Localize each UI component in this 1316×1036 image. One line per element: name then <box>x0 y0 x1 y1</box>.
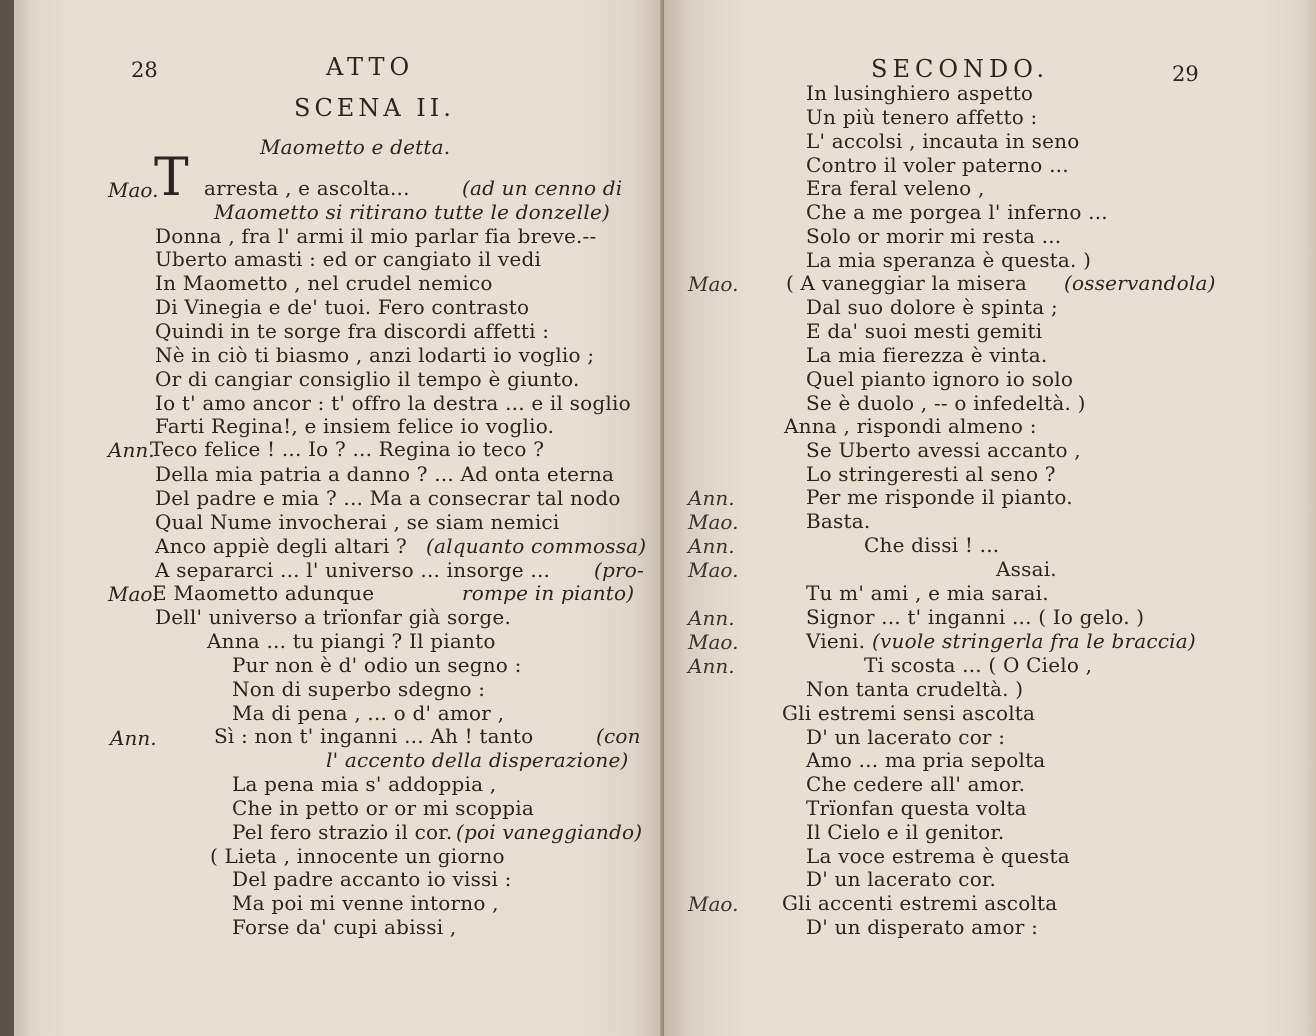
speaker-label: Mao. <box>688 510 739 534</box>
verse-line: Se Uberto avessi accanto , <box>806 438 1081 462</box>
verse-line: Qual Nume invocherai , se siam nemici <box>155 510 560 534</box>
verse-line: ( Lieta , innocente un giorno <box>210 844 505 868</box>
verse-line: Teco felice ! ... Io ? ... Regina io teco ? <box>150 437 545 461</box>
stage-direction: l' accento della disperazione) <box>326 748 629 772</box>
verse-line: La pena mia s' addoppia , <box>232 772 497 796</box>
verse-line: Basta. <box>806 509 871 533</box>
verse-line: Non di superbo sdegno : <box>232 677 486 701</box>
verse-line: Vieni. <box>806 629 866 653</box>
verse-line: Gli estremi sensi ascolta <box>782 701 1036 725</box>
verse-line: Ma di pena , ... o d' amor , <box>232 701 505 725</box>
verse-line: E da' suoi mesti gemiti <box>806 319 1043 343</box>
speaker-label: Ann. <box>688 486 735 510</box>
verse-line: Dal suo dolore è spinta ; <box>806 295 1058 319</box>
verse-line: Pur non è d' odio un segno : <box>232 653 522 677</box>
verse-line: D' un lacerato cor. <box>806 867 997 891</box>
verse-line: Signor ... t' inganni ... ( Io gelo. ) <box>806 605 1145 629</box>
verse-line: Trïonfan questa volta <box>806 796 1027 820</box>
verse-line: L' accolsi , incauta in seno <box>806 129 1080 153</box>
verse-line: Della mia patria a danno ? ... Ad onta eterna <box>155 462 615 486</box>
speaker-label: Ann. <box>688 534 735 558</box>
stage-direction: (alquanto commossa) <box>426 534 647 558</box>
verse-line: Gli accenti estremi ascolta <box>782 891 1058 915</box>
speaker-label: Mao. <box>688 272 739 296</box>
verse-line: Forse da' cupi abissi , <box>232 915 457 939</box>
verse-line: In lusinghiero aspetto <box>806 81 1034 105</box>
verse-line: Amo ... ma pria sepolta <box>806 748 1046 772</box>
verse-line: Ti scosta ... ( O Cielo , <box>864 653 1093 677</box>
left-page <box>14 0 664 1036</box>
verse-line: Anna ... tu piangi ? Il pianto <box>207 629 496 653</box>
scene-title: SCENA II. <box>294 94 455 122</box>
verse-line: Di Vinegia e de' tuoi. Fero contrasto <box>155 295 530 319</box>
verse-line: Che a me porgea l' inferno ... <box>806 200 1108 224</box>
stage-direction: (pro- <box>594 558 644 582</box>
page-number: 28 <box>131 58 158 82</box>
verse-line: Uberto amasti : ed or cangiato il vedi <box>155 247 542 271</box>
verse-line: Solo or morir mi resta ... <box>806 224 1062 248</box>
verse-line: A separarci ... l' universo ... insorge ... <box>155 558 551 582</box>
speaker-label: Mao. <box>108 582 159 606</box>
verse-line: Che in petto or or mi scoppia <box>232 796 534 820</box>
stage-direction: (poi vaneggiando) <box>456 820 643 844</box>
stage-direction: rompe in pianto) <box>462 581 635 605</box>
verse-line: Un più tenero affetto : <box>806 105 1038 129</box>
verse-line: Il Cielo e il genitor. <box>806 820 1005 844</box>
speaker-label: Ann. <box>108 438 155 462</box>
verse-line: Io t' amo ancor : t' offro la destra ... e il soglio <box>155 391 631 415</box>
right-page <box>664 0 1316 1036</box>
verse-line: La mia fierezza è vinta. <box>806 343 1048 367</box>
verse-line: Che dissi ! ... <box>864 533 1000 557</box>
verse-line: In Maometto , nel crudel nemico <box>155 271 493 295</box>
verse-line: Ma poi mi venne intorno , <box>232 891 499 915</box>
verse-line: D' un lacerato cor : <box>806 725 1006 749</box>
stage-direction: (ad un cenno di <box>462 176 623 200</box>
speaker-label: Mao. <box>688 630 739 654</box>
page-number: 29 <box>1172 62 1199 86</box>
verse-line: Assai. <box>996 557 1057 581</box>
speaker-label: Ann. <box>110 726 157 750</box>
scene-characters: Maometto e detta. <box>260 135 451 159</box>
verse-line: Dell' universo a trïonfar già sorge. <box>155 605 512 629</box>
stage-direction: Maometto si ritirano tutte le donzelle) <box>214 200 610 224</box>
verse-line: arresta , e ascolta... <box>204 176 410 200</box>
speaker-label: Ann. <box>688 654 735 678</box>
verse-line: Tu m' ami , e mia sarai. <box>806 581 1049 605</box>
verse-line: Contro il voler paterno ... <box>806 153 1069 177</box>
running-head: ATTO <box>326 53 415 81</box>
verse-line: Or di cangiar consiglio il tempo è giunto. <box>155 367 580 391</box>
verse-line: Lo stringeresti al seno ? <box>806 462 1056 486</box>
verse-line: Per me risponde il pianto. <box>806 485 1073 509</box>
verse-line: Pel fero strazio il cor. <box>232 820 453 844</box>
verse-line: Farti Regina!, e insiem felice io voglio. <box>155 414 555 438</box>
verse-line: D' un disperato amor : <box>806 915 1039 939</box>
verse-line: Sì : non t' inganni ... Ah ! tanto <box>214 724 534 748</box>
verse-line: Anna , rispondi almeno : <box>784 414 1037 438</box>
verse-line: Che cedere all' amor. <box>806 772 1026 796</box>
verse-line: Del padre e mia ? ... Ma a consecrar tal nodo <box>155 486 621 510</box>
verse-line: Non tanta crudeltà. ) <box>806 677 1024 701</box>
verse-line: La mia speranza è questa. ) <box>806 248 1092 272</box>
stage-direction: (con <box>596 724 641 748</box>
verse-line: Quel pianto ignoro io solo <box>806 367 1074 391</box>
verse-line: Era feral veleno , <box>806 176 985 200</box>
speaker-label: Mao. <box>688 558 739 582</box>
verse-line: La voce estrema è questa <box>806 844 1070 868</box>
verse-line: Se è duolo , -- o infedeltà. ) <box>806 391 1086 415</box>
verse-line: Anco appiè degli altari ? <box>155 534 407 558</box>
verse-line: E Maometto adunque <box>152 581 375 605</box>
speaker-label: Mao. <box>108 178 159 202</box>
stage-direction: (osservandola) <box>1064 271 1216 295</box>
verse-line: Del padre accanto io vissi : <box>232 867 512 891</box>
speaker-label: Ann. <box>688 606 735 630</box>
verse-line: Nè in ciò ti biasmo , anzi lodarti io voglio ; <box>155 343 595 367</box>
drop-cap: T <box>154 148 189 208</box>
speaker-label: Mao. <box>688 892 739 916</box>
stage-direction: (vuole stringerla fra le braccia) <box>872 629 1196 653</box>
running-head: SECONDO. <box>871 55 1050 83</box>
verse-line: ( A vaneggiar la misera <box>786 271 1027 295</box>
verse-line: Donna , fra l' armi il mio parlar fia breve.-- <box>155 224 597 248</box>
verse-line: Quindi in te sorge fra discordi affetti : <box>155 319 550 343</box>
